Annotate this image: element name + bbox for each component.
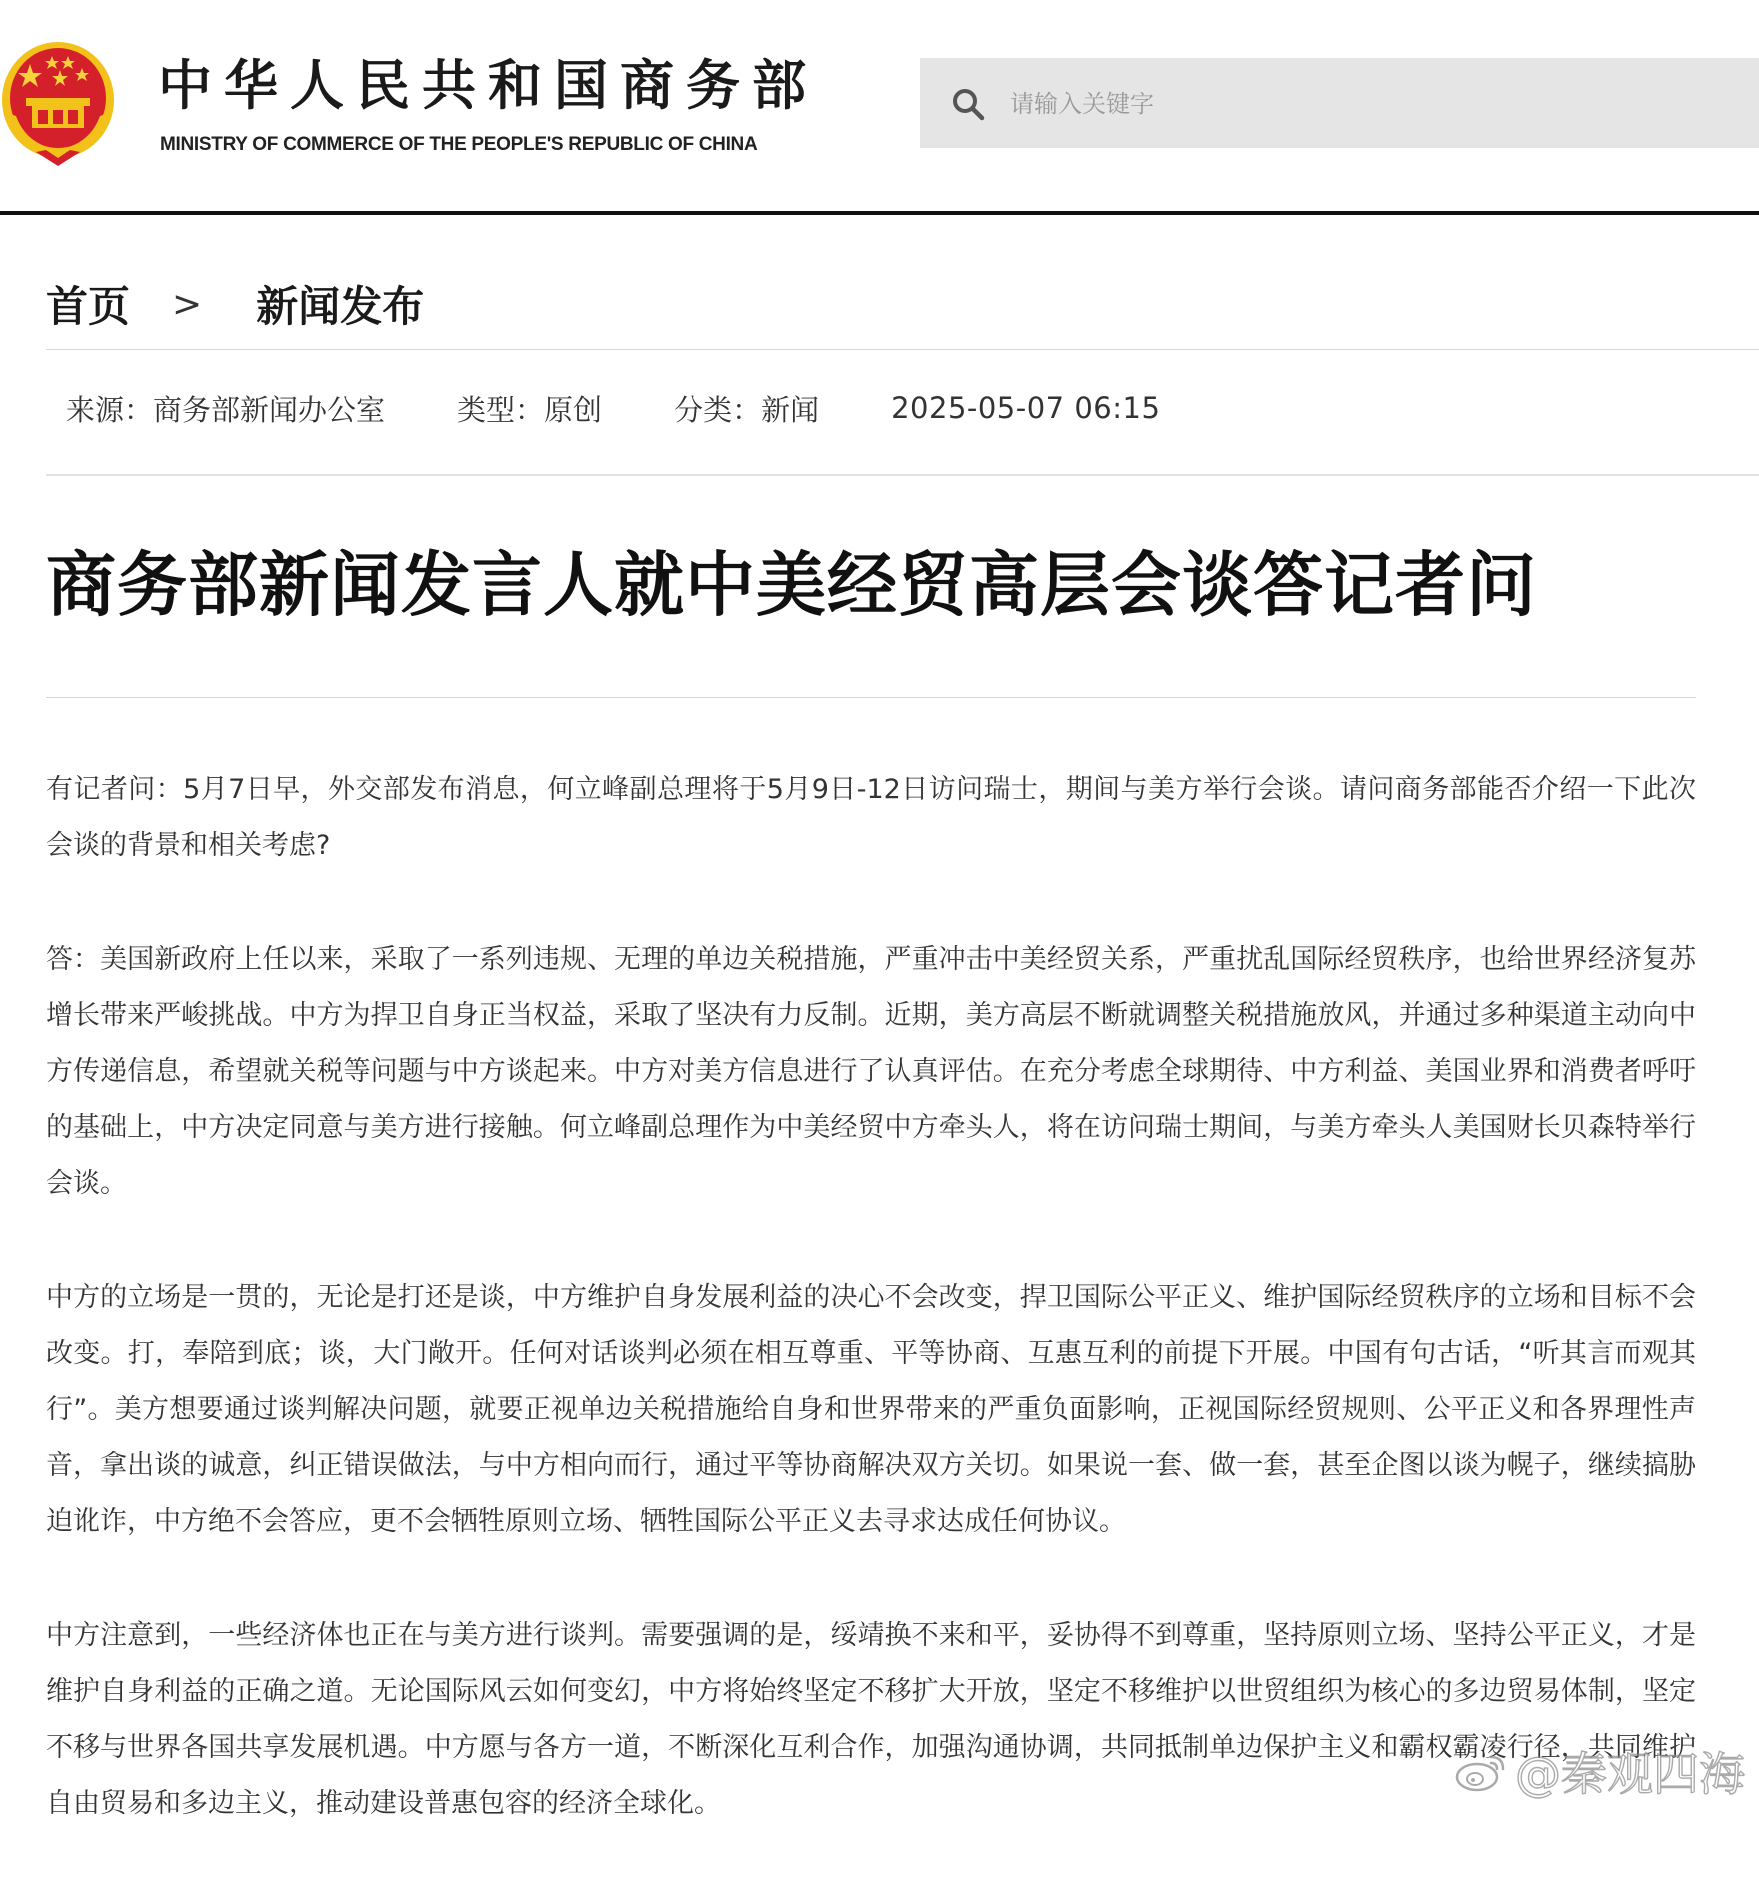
site-title-english[interactable]: MINISTRY OF COMMERCE OF THE PEOPLE'S REPUBLIC OF CHINA [160,134,758,155]
article-paragraph-answer: 答：美国新政府上任以来，采取了一系列违规、无理的单边关税措施，严重冲击中美经贸关系，严重扰乱国际经贸秩序，也给世界经济复苏增长带来严峻挑战。中方为捍卫自身正当权益，采取了坚决有力反制。近期，美方高层不断就调整关税措施放风，并通过多种渠道主动向中方传递信息，希望就关税等问题与中方谈起来。中方对美方信息进行了认真评估。在充分考虑全球期待、中方利益、美国业界和消费者呼吁的基础上，中方决定同意与美方进行接触。何立峰副总理作为中美经贸中方牵头人，将在访问瑞士期间，与美方牵头人美国财长贝森特举行会谈。 [46,944,1696,1199]
breadcrumb-home-link[interactable]: 首页 [46,282,131,331]
weibo-watermark [1453,1738,1745,1804]
meta-datetime: 2025-05-07 06:15 [891,391,1161,425]
meta-divider [46,474,1759,476]
article-paragraph-position: 中方的立场是一贯的，无论是打还是谈，中方维护自身发展利益的决心不会改变，捍卫国际公平正义、维护国际经贸秩序的立场和目标不会改变。打，奉陪到底；谈，大门敞开。任何对话谈判必须在相互尊重、平等协商、互惠互利的前提下开展。中国有句古话，“听其言而观其行”。美方想要通过谈判解决问题，就要正视单边关税措施给自身和世界带来的严重负面影响，正视国际经贸规则、公平正义和各界理性声音，拿出谈的诚意，纠正错误做法，与中方相向而行，通过平等协商解决双方关切。如果说一套、做一套，甚至企图以谈为幌子，继续搞胁迫讹诈，中方绝不会答应，更不会牺牲原则立场、牺牲国际公平正义去寻求达成任何协议。 [46,1282,1696,1537]
article-meta [66,388,1160,428]
breadcrumb-current-link[interactable]: 新闻发布 [256,282,425,331]
watermark-text: @秦观四海 [1515,1747,1745,1801]
meta-type [457,388,602,429]
meta-source [66,388,385,429]
article-body [46,762,1696,1890]
site-title-chinese[interactable]: 中华人民共和国商务部 [158,53,818,117]
national-emblem-icon[interactable] [0,40,116,168]
breadcrumb-separator: > [172,283,203,325]
breadcrumb [46,274,424,334]
meta-category-label: 分类： [674,392,762,427]
meta-source-label: 来源： [66,392,154,427]
meta-type-value: 原创 [544,392,603,427]
meta-category-value: 新闻 [761,392,820,427]
header-divider [0,211,1759,215]
search-icon[interactable] [950,86,986,122]
search-input[interactable] [1010,76,1710,132]
meta-type-label: 类型： [457,392,545,427]
site-header [0,0,1759,212]
breadcrumb-divider [46,349,1759,350]
article-paragraph-question: 有记者问：5月7日早，外交部发布消息，何立峰副总理将于5月9日-12日访问瑞士，期间与美方举行会谈。请问商务部能否介绍一下此次会谈的背景和相关考虑? [46,774,1696,861]
meta-source-value: 商务部新闻办公室 [153,392,386,427]
article-paragraph-others: 中方注意到，一些经济体也正在与美方进行谈判。需要强调的是，绥靖换不来和平，妥协得不到尊重，坚持原则立场、坚持公平正义，才是维护自身利益的正确之道。无论国际风云如何变幻，中方将始终坚定不移扩大开放，坚定不移维护以世贸组织为核心的多边贸易体制，坚定不移与世界各国共享发展机遇。中方愿与各方一道，不断深化互利合作，加强沟通协调，共同抵制单边保护主义和霸权霸凌行径，共同维护自由贸易和多边主义，推动建设普惠包容的经济全球化。 [46,1620,1696,1819]
title-divider [46,697,1696,698]
article-title: 商务部新闻发言人就中美经贸高层会谈答记者问 [46,544,1537,626]
meta-category [674,388,819,429]
weibo-icon [1453,1749,1509,1793]
